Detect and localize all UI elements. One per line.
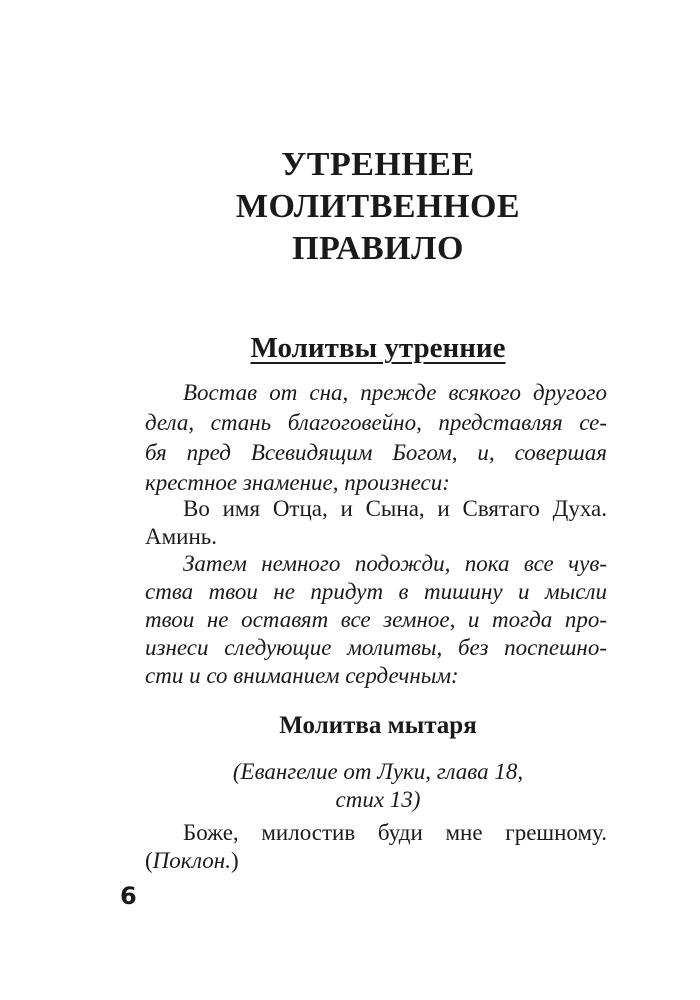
prayer-heading: Молитва мытаря	[279, 712, 477, 739]
prayer-text-paren-open: (	[145, 848, 153, 873]
paragraph-1-line-2: дела, стань благоговейно, представляя се-	[145, 410, 607, 435]
paragraph-2-line-1: Во имя Отца, и Сына, и Святаго Духа.	[183, 496, 607, 521]
paragraph-1-line-1: Востав от сна, прежде всякого другого	[183, 380, 607, 405]
title-line-2: МОЛИТВЕННОЕ	[235, 188, 521, 225]
paragraph-1-line-4: крестное знамение, произнеси:	[145, 470, 450, 495]
page-number: 6	[120, 882, 137, 910]
paragraph-3-line-3: твои не оставят все земное, и тогда про-	[145, 607, 607, 632]
prayer-text-bow-note: Поклон.	[152, 848, 231, 873]
scripture-reference-line-1: (Евангелие от Луки, глава 18,	[232, 759, 524, 784]
title-line-3: ПРАВИЛО	[292, 230, 464, 267]
prayer-text-line-2	[145, 846, 607, 876]
paragraph-1-line-3: бя пред Всевидящим Богом, и, совершая	[145, 440, 607, 465]
scripture-reference-line-2: стих 13)	[335, 787, 421, 812]
paragraph-3-line-2: ства твои не придут в тишину и мысли	[145, 579, 607, 604]
prayer-text-paren-close: )	[230, 848, 239, 873]
prayer-text-line-1: Боже, милостив буди мне грешному.	[183, 820, 607, 845]
title-line-1: УТРЕННЕЕ	[281, 146, 475, 183]
page-title	[0, 144, 700, 270]
paragraph-2-line-2: Аминь.	[145, 524, 218, 549]
paragraph-3-line-5: сти и со вниманием сердечным:	[145, 663, 459, 688]
section-heading-text: Молитвы утренние	[250, 332, 506, 364]
paragraph-3-line-1: Затем немного подожди, пока все чув-	[183, 551, 607, 576]
section-heading	[0, 330, 700, 366]
paragraph-3-line-4: изнеси следующие молитвы, без поспешно-	[145, 635, 607, 660]
